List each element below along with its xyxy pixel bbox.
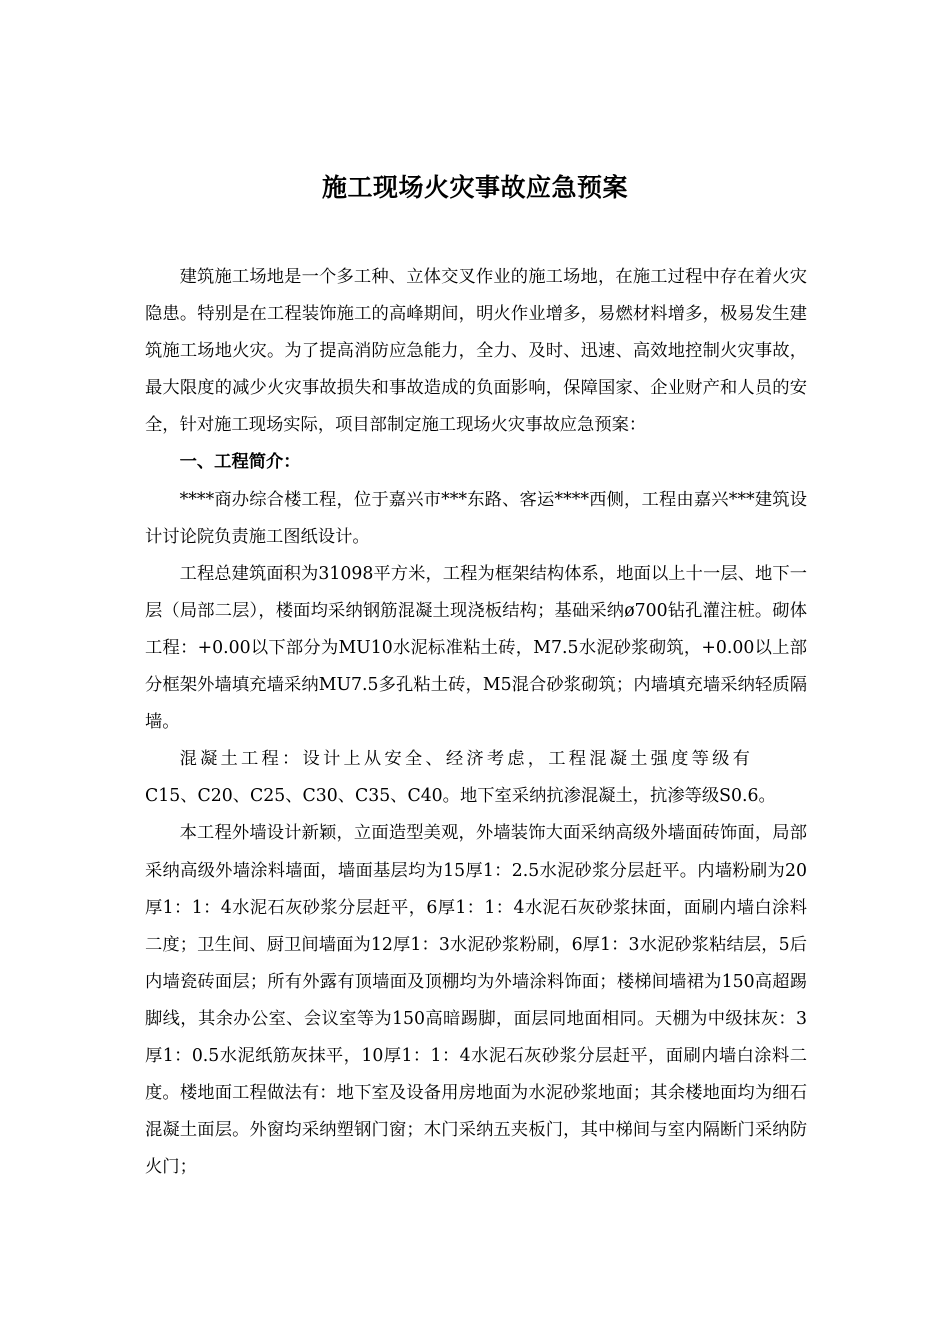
intro-paragraph: 建筑施工场地是一个多工种、立体交叉作业的施工场地，在施工过程中存在着火灾隐患。特别是在工程装饰施工的高峰期间，明火作业增多，易燃材料增多，极易发生建筑施工场地火灾。为了提高消防应急能力，全力、及时、迅速、高效地控制火灾事故，最大限度的减少火灾事故损失和事故造成的负面影响，保障国家、企业财产和人员的安全，针对施工现场实际，项目部制定施工现场火灾事故应急预案： bbox=[145, 267, 807, 436]
decoration-paragraph: 本工程外墙设计新颖，立面造型美观，外墙装饰大面采纳高级外墙面砖饰面，局部采纳高级外墙涂料墙面，墙面基层均为15厚1：2.5水泥砂浆分层赶平。内墙粉刷为20厚1：1：4水泥石灰砂浆分层赶平，6厚1：1：4水泥石灰砂浆抹面，面刷内墙白涂料二度；卫生间、厨卫间墙面为12厚1：3水泥砂浆粉刷，6厚1：3水泥砂浆粘结层，5后内墙瓷砖面层；所有外露有顶墙面及顶棚均为外墙涂料饰面；楼梯间墙裙为150高超踢脚线，其余办公室、会议室等为150高暗踢脚，面层同地面相同。天棚为中级抹灰：3厚1：0.5水泥纸筋灰抹平，10厚1：1：4水泥石灰砂浆分层赶平，面刷内墙白涂料二度。楼地面工程做法有：地下室及设备用房地面为水泥砂浆地面；其余楼地面均为细石混凝土面层。外窗均采纳塑钢门窗；木门采纳五夹板门，其中梯间与室内隔断门采纳防火门； bbox=[145, 823, 807, 1178]
document-title: 施工现场火灾事故应急预案 bbox=[321, 173, 628, 202]
concrete-paragraph-line1: 混凝土工程：设计上从安全、经济考虑，工程混凝土强度等级有 bbox=[179, 749, 754, 770]
section-heading-project-overview: 一、工程简介： bbox=[179, 452, 301, 473]
concrete-paragraph-line2: C15、C20、C25、C30、C35、C40。地下室采纳抗渗混凝土，抗渗等级S0.6。 bbox=[145, 786, 776, 807]
document-body bbox=[145, 259, 807, 1186]
structure-paragraph: 工程总建筑面积为31098平方米，工程为框架结构体系，地面以上十一层、地下一层（局部二层），楼面均采纳钢筋混凝土现浇板结构；基础采纳ø700钻孔灌注桩。砌体工程：+0.00以下部分为MU10水泥标准粘土砖，M7.5水泥砂浆砌筑，+0.00以上部分框架外墙填充墙采纳MU7.5多孔粘土砖，M5混合砂浆砌筑；内墙填充墙采纳轻质隔墙。 bbox=[145, 563, 807, 733]
project-location-paragraph: ****商办综合楼工程，位于嘉兴市***东路、客运****西侧，工程由嘉兴***建筑设计讨论院负责施工图纸设计。 bbox=[145, 489, 807, 547]
